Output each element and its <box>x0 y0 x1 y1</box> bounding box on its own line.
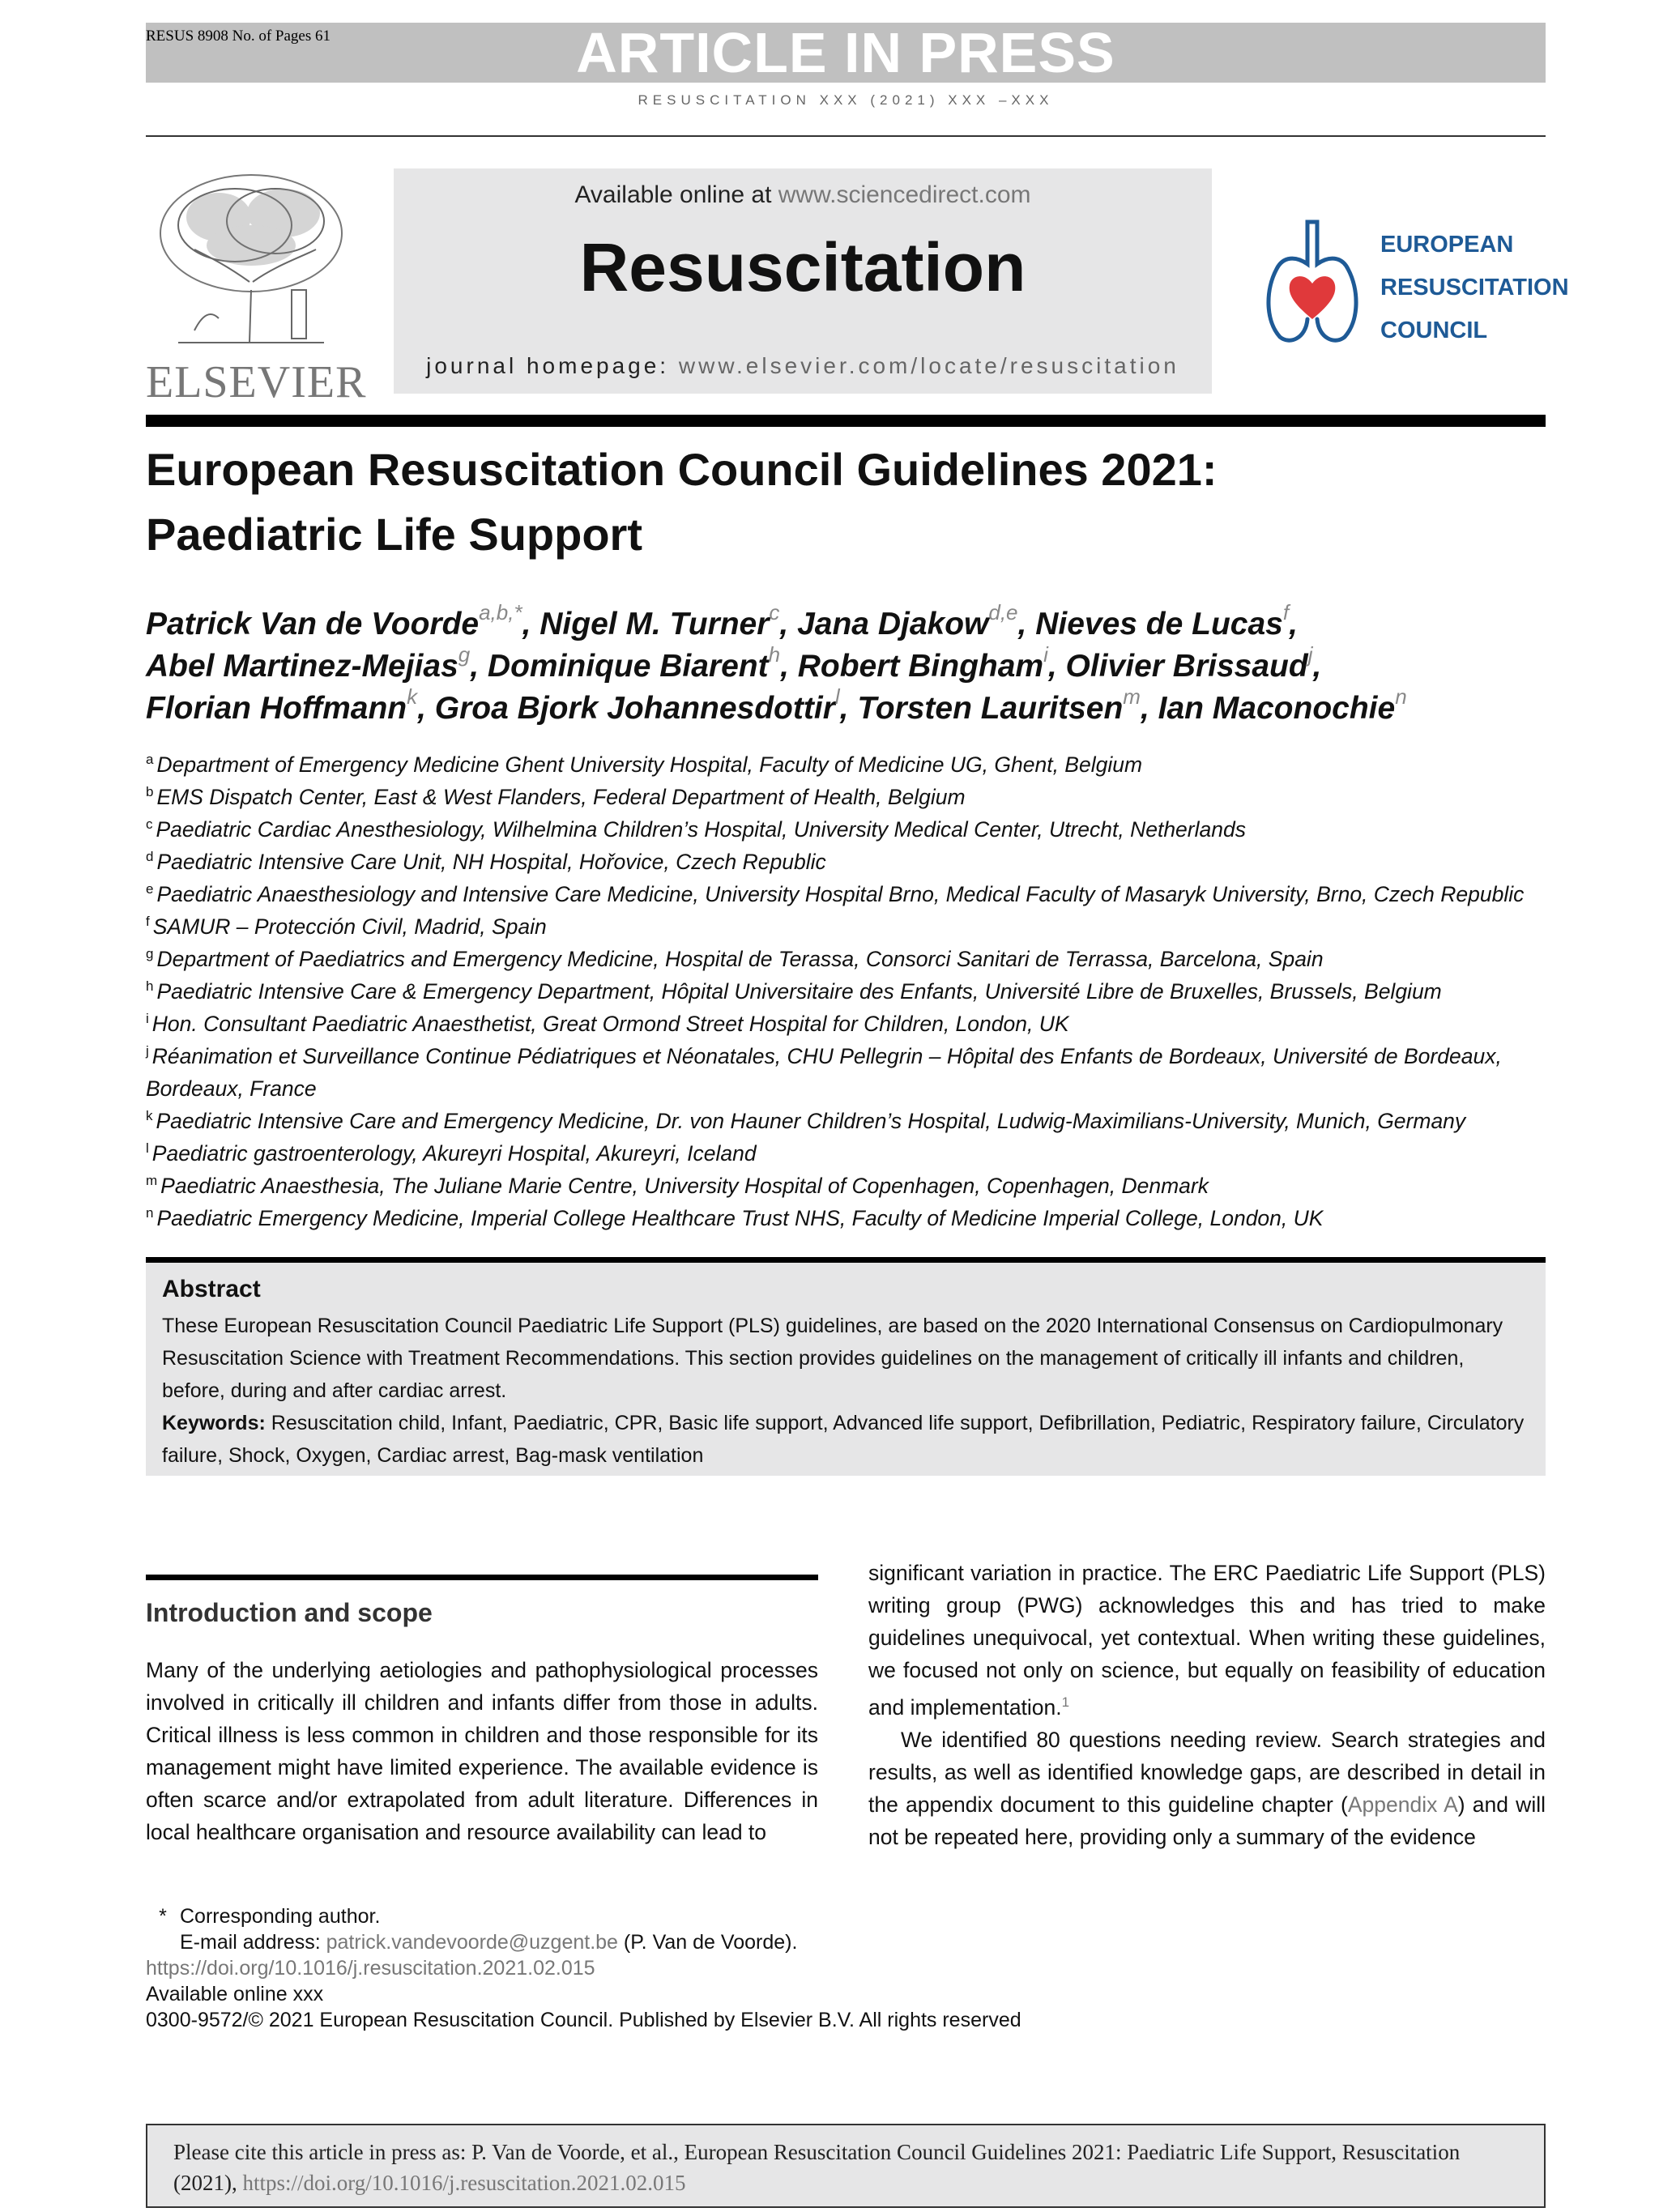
available-prefix: Available online at <box>574 181 778 208</box>
homepage-prefix: journal homepage: <box>426 353 679 378</box>
homepage-link[interactable]: www.elsevier.com/locate/resuscitation <box>678 353 1179 378</box>
article-title <box>146 437 1546 567</box>
affiliation-item <box>146 781 1546 813</box>
affiliation-item <box>146 910 1546 943</box>
affiliation-text: Paediatric Intensive Care Unit, NH Hospital, Hořovice, Czech Republic <box>156 850 826 874</box>
affiliation-text: Paediatric Anaesthesia, The Juliane Marie Centre, University Hospital of Copenhagen, Copenhagen, Denmark <box>160 1174 1209 1198</box>
right-paragraph-2 <box>868 1724 1546 1853</box>
author-separator: , <box>1140 691 1158 726</box>
affiliation-item <box>146 748 1546 781</box>
right-column <box>868 1557 1546 1853</box>
author-name: Nigel M. Turner <box>539 607 770 641</box>
affiliation-item <box>146 878 1546 910</box>
author-separator: , <box>470 649 488 684</box>
affiliation-text: Paediatric Intensive Care & Emergency Department, Hôpital Universitaire des Enfants, Université Libre de Bruxelles, Brussels, Belgium <box>156 979 1442 1004</box>
affiliation-item <box>146 1170 1546 1202</box>
author-name: Dominique Biarent <box>487 649 769 684</box>
affiliation-text: Paediatric Intensive Care and Emergency Medicine, Dr. von Hauner Children’s Hospital, Ludwig-Maximilians-University, Munich, Germany <box>156 1109 1466 1133</box>
footnote <box>146 1903 1118 2033</box>
author-name: Jana Djakow <box>797 607 989 641</box>
author-name: Abel Martinez-Mejias <box>146 649 458 684</box>
author-separator: , <box>1312 649 1322 684</box>
affiliation-item <box>146 1040 1546 1105</box>
affiliation-text: Paediatric Cardiac Anesthesiology, Wilhelmina Children’s Hospital, University Medical Center, Utrecht, Netherlands <box>156 817 1246 842</box>
elsevier-logo <box>146 168 367 407</box>
banner-text: ARTICLE IN PRESS <box>576 21 1115 84</box>
abstract-text: These European Resuscitation Council Paediatric Life Support (PLS) guidelines, are based on the 2020 International Consensus on Cardiopulmonary Resuscitation Science with Treatment Recommendations. This section provides guidelines on the management of critically ill infants and children, before, during and after cardiac arrest. <box>162 1315 1503 1402</box>
journal-homepage <box>394 353 1212 379</box>
affiliation-item <box>146 943 1546 975</box>
affiliation-text: Réanimation et Surveillance Continue Pédiatriques et Néonatales, CHU Pellegrin – Hôpital des Enfants de Bordeaux, Université de Bordeaux, Bordeaux, France <box>146 1044 1502 1101</box>
author-affiliation-sup[interactable]: f <box>1282 600 1290 624</box>
affiliation-sup: h <box>146 978 154 994</box>
author-separator: , <box>522 607 540 641</box>
author-affiliation-sup[interactable]: l <box>834 684 840 709</box>
author-affiliation-sup[interactable]: d,e <box>988 600 1018 624</box>
affiliation-item <box>146 975 1546 1008</box>
erc-logo <box>1247 215 1569 345</box>
author-name: Nieves de Lucas <box>1035 607 1283 641</box>
affiliation-sup: a <box>146 752 154 767</box>
affiliation-item <box>146 813 1546 846</box>
abstract-box <box>146 1257 1546 1476</box>
citation-doi-link[interactable]: https://doi.org/10.1016/j.resuscitation.2021.02.015 <box>242 2171 686 2195</box>
author-name: Groa Bjork Johannesdottir <box>434 691 835 726</box>
author-affiliation-sup[interactable]: h <box>768 642 781 667</box>
erc-line-2: RESUSCITATION <box>1380 275 1569 300</box>
keywords-label: Keywords: <box>162 1412 266 1434</box>
author-name: Torsten Lauritsen <box>857 691 1124 726</box>
right-paragraph-1-text: significant variation in practice. The ERC Paediatric Life Support (PLS) writing group (PWG) acknowledges this and has tried to make guidelines unequivocal, yet contextual. When writing these guidelines, we focused not only on science, but equally on feasibility of education and implementation. <box>868 1561 1546 1720</box>
author-affiliation-sup[interactable]: a,b,* <box>479 600 522 624</box>
author-affiliation-sup[interactable]: i <box>1043 642 1048 667</box>
author-name: Robert Bingham <box>797 649 1044 684</box>
title-line-2: Paediatric Life Support <box>146 509 642 560</box>
citation-text: Please cite this article in press as: P. Van de Voorde, et al., European Resuscitation Council Guidelines 2021: Paediatric Life Support, Resuscitation (2021), <box>173 2140 1461 2195</box>
erc-line-3: COUNCIL <box>1380 318 1488 343</box>
right-paragraph-2-a: We identified 80 questions needing review. Search strategies and results, as well as identified knowledge gaps, are described in detail in the appendix document to this guideline chapter ( <box>868 1727 1546 1817</box>
footnote-star: * <box>159 1905 167 1928</box>
author-separator: , <box>780 649 798 684</box>
author-affiliation-sup[interactable]: j <box>1307 642 1313 667</box>
affiliation-text: EMS Dispatch Center, East & West Flanders, Federal Department of Health, Belgium <box>156 785 966 809</box>
author-name: Patrick Van de Voorde <box>146 607 480 641</box>
email-suffix: (P. Van de Voorde). <box>617 1931 798 1954</box>
section-heading: Introduction and scope <box>146 1598 433 1627</box>
erc-wordmark <box>1380 224 1569 352</box>
affiliation-text: SAMUR – Protección Civil, Madrid, Spain <box>152 914 547 939</box>
affiliation-sup: n <box>146 1205 154 1221</box>
affiliation-text: Department of Emergency Medicine Ghent University Hospital, Faculty of Medicine UG, Ghent, Belgium <box>156 752 1143 777</box>
section-rule <box>146 1575 818 1580</box>
available-online <box>394 181 1212 209</box>
author-affiliation-sup[interactable]: n <box>1395 684 1407 709</box>
author-affiliation-sup[interactable]: m <box>1123 684 1141 709</box>
affiliation-item <box>146 1008 1546 1040</box>
author-affiliation-sup[interactable]: g <box>458 642 471 667</box>
abstract-heading: Abstract <box>162 1276 261 1302</box>
intro-paragraph: Many of the underlying aetiologies and pathophysiological processes involved in critically ill children and infants differ from those in adults. Critical illness is less common in children and those responsible for its management might have limited experience. The available evidence is often scarce and/or extrapolated from adult literature. Differences in local healthcare organisation and resource availability can lead to <box>146 1658 818 1844</box>
affiliation-sup: d <box>146 849 154 864</box>
affiliation-text: Paediatric Anaesthesiology and Intensive Care Medicine, University Hospital Brno, Medical Faculty of Masaryk University, Brno, Czech Republic <box>156 882 1525 906</box>
title-line-1: European Resuscitation Council Guidelines 2021: <box>146 444 1218 495</box>
author-affiliation-sup[interactable]: c <box>769 600 780 624</box>
affiliation-text: Hon. Consultant Paediatric Anaesthetist, Great Ormond Street Hospital for Children, London, UK <box>151 1012 1069 1036</box>
affiliation-sup: m <box>146 1173 158 1188</box>
journal-title: Resuscitation <box>579 229 1026 305</box>
affiliation-item <box>146 846 1546 878</box>
header-rule <box>146 135 1546 137</box>
affiliation-text: Paediatric Emergency Medicine, Imperial College Healthcare Trust NHS, Faculty of Medicine Imperial College, London, UK <box>156 1206 1324 1230</box>
email-link[interactable]: patrick.vandevoorde@uzgent.be <box>326 1931 618 1954</box>
author-name: Olivier Brissaud <box>1065 649 1308 684</box>
author-list <box>146 600 1546 730</box>
author-separator: , <box>1289 607 1298 641</box>
author-affiliation-sup[interactable]: k <box>407 684 418 709</box>
keywords-list: Resuscitation child, Infant, Paediatric, CPR, Basic life support, Advanced life support, Defibrillation, Pediatric, Respiratory failure, Circulatory failure, Shock, Oxygen, Cardiac arrest, Bag-mask ventilation <box>162 1412 1525 1467</box>
article-in-press-banner <box>146 23 1546 83</box>
right-paragraph-1 <box>868 1557 1546 1724</box>
author-separator: , <box>779 607 798 641</box>
affiliation-list <box>146 748 1546 1234</box>
affiliation-text: Department of Paediatrics and Emergency Medicine, Hospital de Terassa, Consorci Sanitari de Terrassa, Barcelona, Spain <box>156 947 1324 971</box>
affiliation-sup: j <box>146 1043 149 1059</box>
keywords <box>162 1407 1529 1472</box>
email-label: E-mail address: <box>180 1931 326 1954</box>
affiliation-sup: b <box>146 784 154 799</box>
available-online-date: Available online xxx <box>146 1983 324 2005</box>
affiliation-item <box>146 1105 1546 1137</box>
lungs-heart-icon <box>1247 215 1377 345</box>
affiliation-sup: k <box>146 1108 153 1123</box>
corresponding-author <box>146 1903 1118 1929</box>
citation-box <box>146 2124 1546 2208</box>
author-name: Florian Hoffmann <box>146 691 407 726</box>
doi-link[interactable]: https://doi.org/10.1016/j.resuscitation.2021.02.015 <box>146 1957 595 1980</box>
corresponding-label: Corresponding author. <box>180 1905 381 1928</box>
reference-1[interactable]: 1 <box>1061 1694 1070 1710</box>
affiliation-sup: e <box>146 881 154 897</box>
running-head: RESUSCITATION XXX (2021) XXX –XXX <box>638 92 1054 108</box>
sciencedirect-link[interactable]: www.sciencedirect.com <box>778 181 1031 208</box>
erc-line-1: EUROPEAN <box>1380 232 1514 258</box>
affiliation-sup: g <box>146 946 154 961</box>
right-paragraph-2-b: ) and will not be repeated here, providing only a summary of the evidence <box>868 1792 1546 1849</box>
affiliation-text: Paediatric gastroenterology, Akureyri Hospital, Akureyri, Iceland <box>151 1141 757 1166</box>
affiliation-sup: i <box>146 1011 149 1026</box>
copyright-line: 0300-9572/© 2021 European Resuscitation Council. Published by Elsevier B.V. All rights reserved <box>146 2009 1021 2031</box>
affiliation-sup: f <box>146 914 150 929</box>
author-separator: , <box>1047 649 1066 684</box>
elsevier-wordmark: ELSEVIER <box>146 357 367 407</box>
left-column <box>146 1575 818 1848</box>
elsevier-tree-icon <box>146 168 352 355</box>
author-name: Ian Maconochie <box>1158 691 1396 726</box>
title-rule <box>146 415 1546 427</box>
affiliation-item <box>146 1202 1546 1234</box>
author-separator: , <box>839 691 858 726</box>
manuscript-id: RESUS 8908 No. of Pages 61 <box>146 28 331 45</box>
affiliation-item <box>146 1137 1546 1170</box>
journal-masthead <box>394 168 1212 394</box>
email-line <box>146 1929 1118 1955</box>
author-separator: , <box>1017 607 1036 641</box>
appendix-link[interactable]: Appendix A <box>1347 1792 1458 1817</box>
affiliation-sup: l <box>146 1140 149 1156</box>
author-separator: , <box>417 691 435 726</box>
affiliation-sup: c <box>146 816 153 832</box>
